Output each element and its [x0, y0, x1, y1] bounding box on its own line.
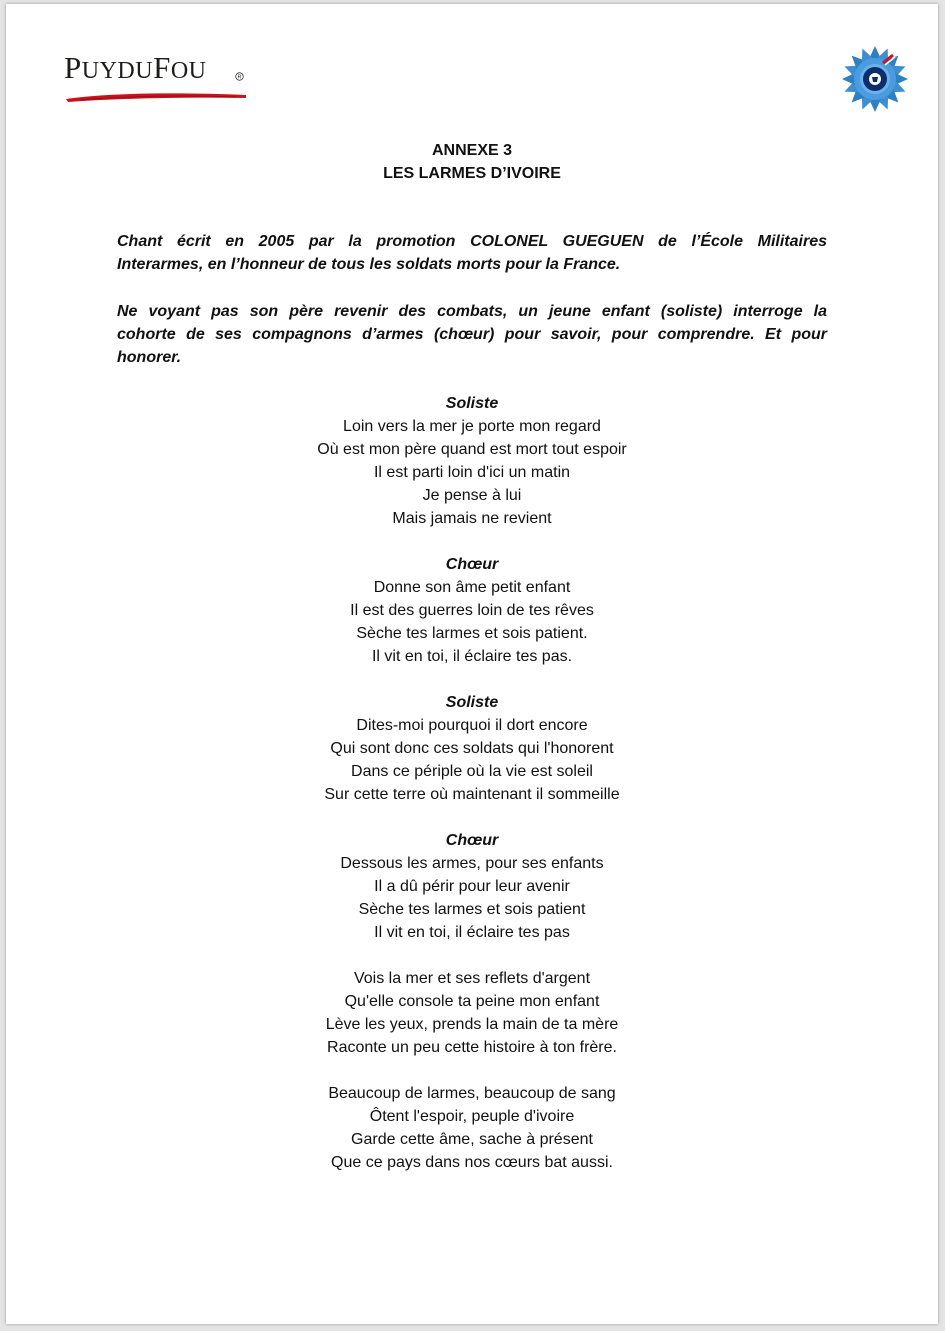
lyric-line: Il est des guerres loin de tes rêves	[350, 602, 594, 619]
lyric-line: Vois la mer et ses reflets d'argent	[353, 970, 591, 987]
stanza-5	[6, 967, 938, 1059]
lyric-line: Je pense à lui	[422, 487, 522, 504]
lyric-line: Il est parti loin d'ici un matin	[373, 464, 571, 481]
intro-p1-line2: Interarmes, en l’honneur de tous les soldats morts pour la France.	[117, 256, 621, 273]
puy-du-fou-logo	[64, 52, 254, 108]
lyric-line: Lève les yeux, prends la main de ta mère	[325, 1016, 619, 1033]
intro-p2-line3: honorer.	[117, 349, 182, 366]
lyric-line: Mais jamais ne revient	[392, 510, 552, 527]
lyric-line: Que ce pays dans nos cœurs bat aussi.	[331, 1154, 613, 1171]
stanza-heading: Soliste	[445, 395, 499, 412]
stanza-2	[6, 553, 938, 668]
registered-icon	[235, 72, 244, 81]
stanza-6	[6, 1082, 938, 1174]
lyric-line: Sèche tes larmes et sois patient	[358, 901, 586, 918]
stanza-heading: Soliste	[445, 694, 499, 711]
lyric-line: Dites-moi pourquoi il dort encore	[356, 717, 588, 734]
lyric-line: Qu'elle console ta peine mon enfant	[344, 993, 600, 1010]
lyric-line: Où est mon père quand est mort tout espoir	[317, 441, 627, 458]
page-title: LES LARMES D’IVOIRE	[383, 165, 561, 182]
logo-swoosh-icon	[66, 90, 248, 104]
lyric-line: Loin vers la mer je porte mon regard	[343, 418, 601, 435]
cornflower-seal-icon	[840, 44, 910, 114]
lyric-line: Sur cette terre où maintenant il sommeille	[324, 786, 620, 803]
lyric-line: Qui sont donc ces soldats qui l'honorent	[330, 740, 614, 757]
lyric-line: Beaucoup de larmes, beaucoup de sang	[328, 1085, 616, 1102]
intro-p2-line1: Ne voyant pas son père revenir des combats, un jeune enfant (soliste) interroge la	[117, 303, 827, 320]
document-page	[6, 4, 938, 1324]
lyric-line: Garde cette âme, sache à présent	[351, 1131, 593, 1148]
lyric-line: Dessous les armes, pour ses enfants	[340, 855, 604, 872]
stanza-heading: Chœur	[445, 832, 499, 849]
lyric-line: Il a dû périr pour leur avenir	[374, 878, 570, 895]
logo-wordmark: PUYDUFOU	[64, 50, 207, 85]
lyric-line: Donne son âme petit enfant	[373, 579, 571, 596]
lyric-line: Ôtent l'espoir, peuple d'ivoire	[369, 1108, 575, 1125]
lyric-line: Raconte un peu cette histoire à ton frère.	[327, 1039, 617, 1056]
stanza-1	[6, 392, 938, 530]
intro-paragraph-2	[117, 300, 827, 369]
svg-text:R: R	[237, 74, 242, 81]
intro-p1-line1: Chant écrit en 2005 par la promotion COLONEL GUEGUEN de l’École Militaires	[117, 233, 827, 250]
lyric-line: Sèche tes larmes et sois patient.	[356, 625, 588, 642]
stanza-3	[6, 691, 938, 806]
stanza-heading: Chœur	[445, 556, 499, 573]
lyric-line: Il vit en toi, il éclaire tes pas	[374, 924, 570, 941]
stanza-4	[6, 829, 938, 944]
intro-p2-line2: cohorte de ses compagnons d’armes (chœur) pour savoir, pour comprendre. Et pour	[117, 326, 827, 343]
lyric-line: Il vit en toi, il éclaire tes pas.	[371, 648, 573, 665]
lyric-line: Dans ce périple où la vie est soleil	[351, 763, 593, 780]
intro-paragraph-1	[117, 230, 827, 276]
annex-number: ANNEXE 3	[431, 142, 513, 159]
